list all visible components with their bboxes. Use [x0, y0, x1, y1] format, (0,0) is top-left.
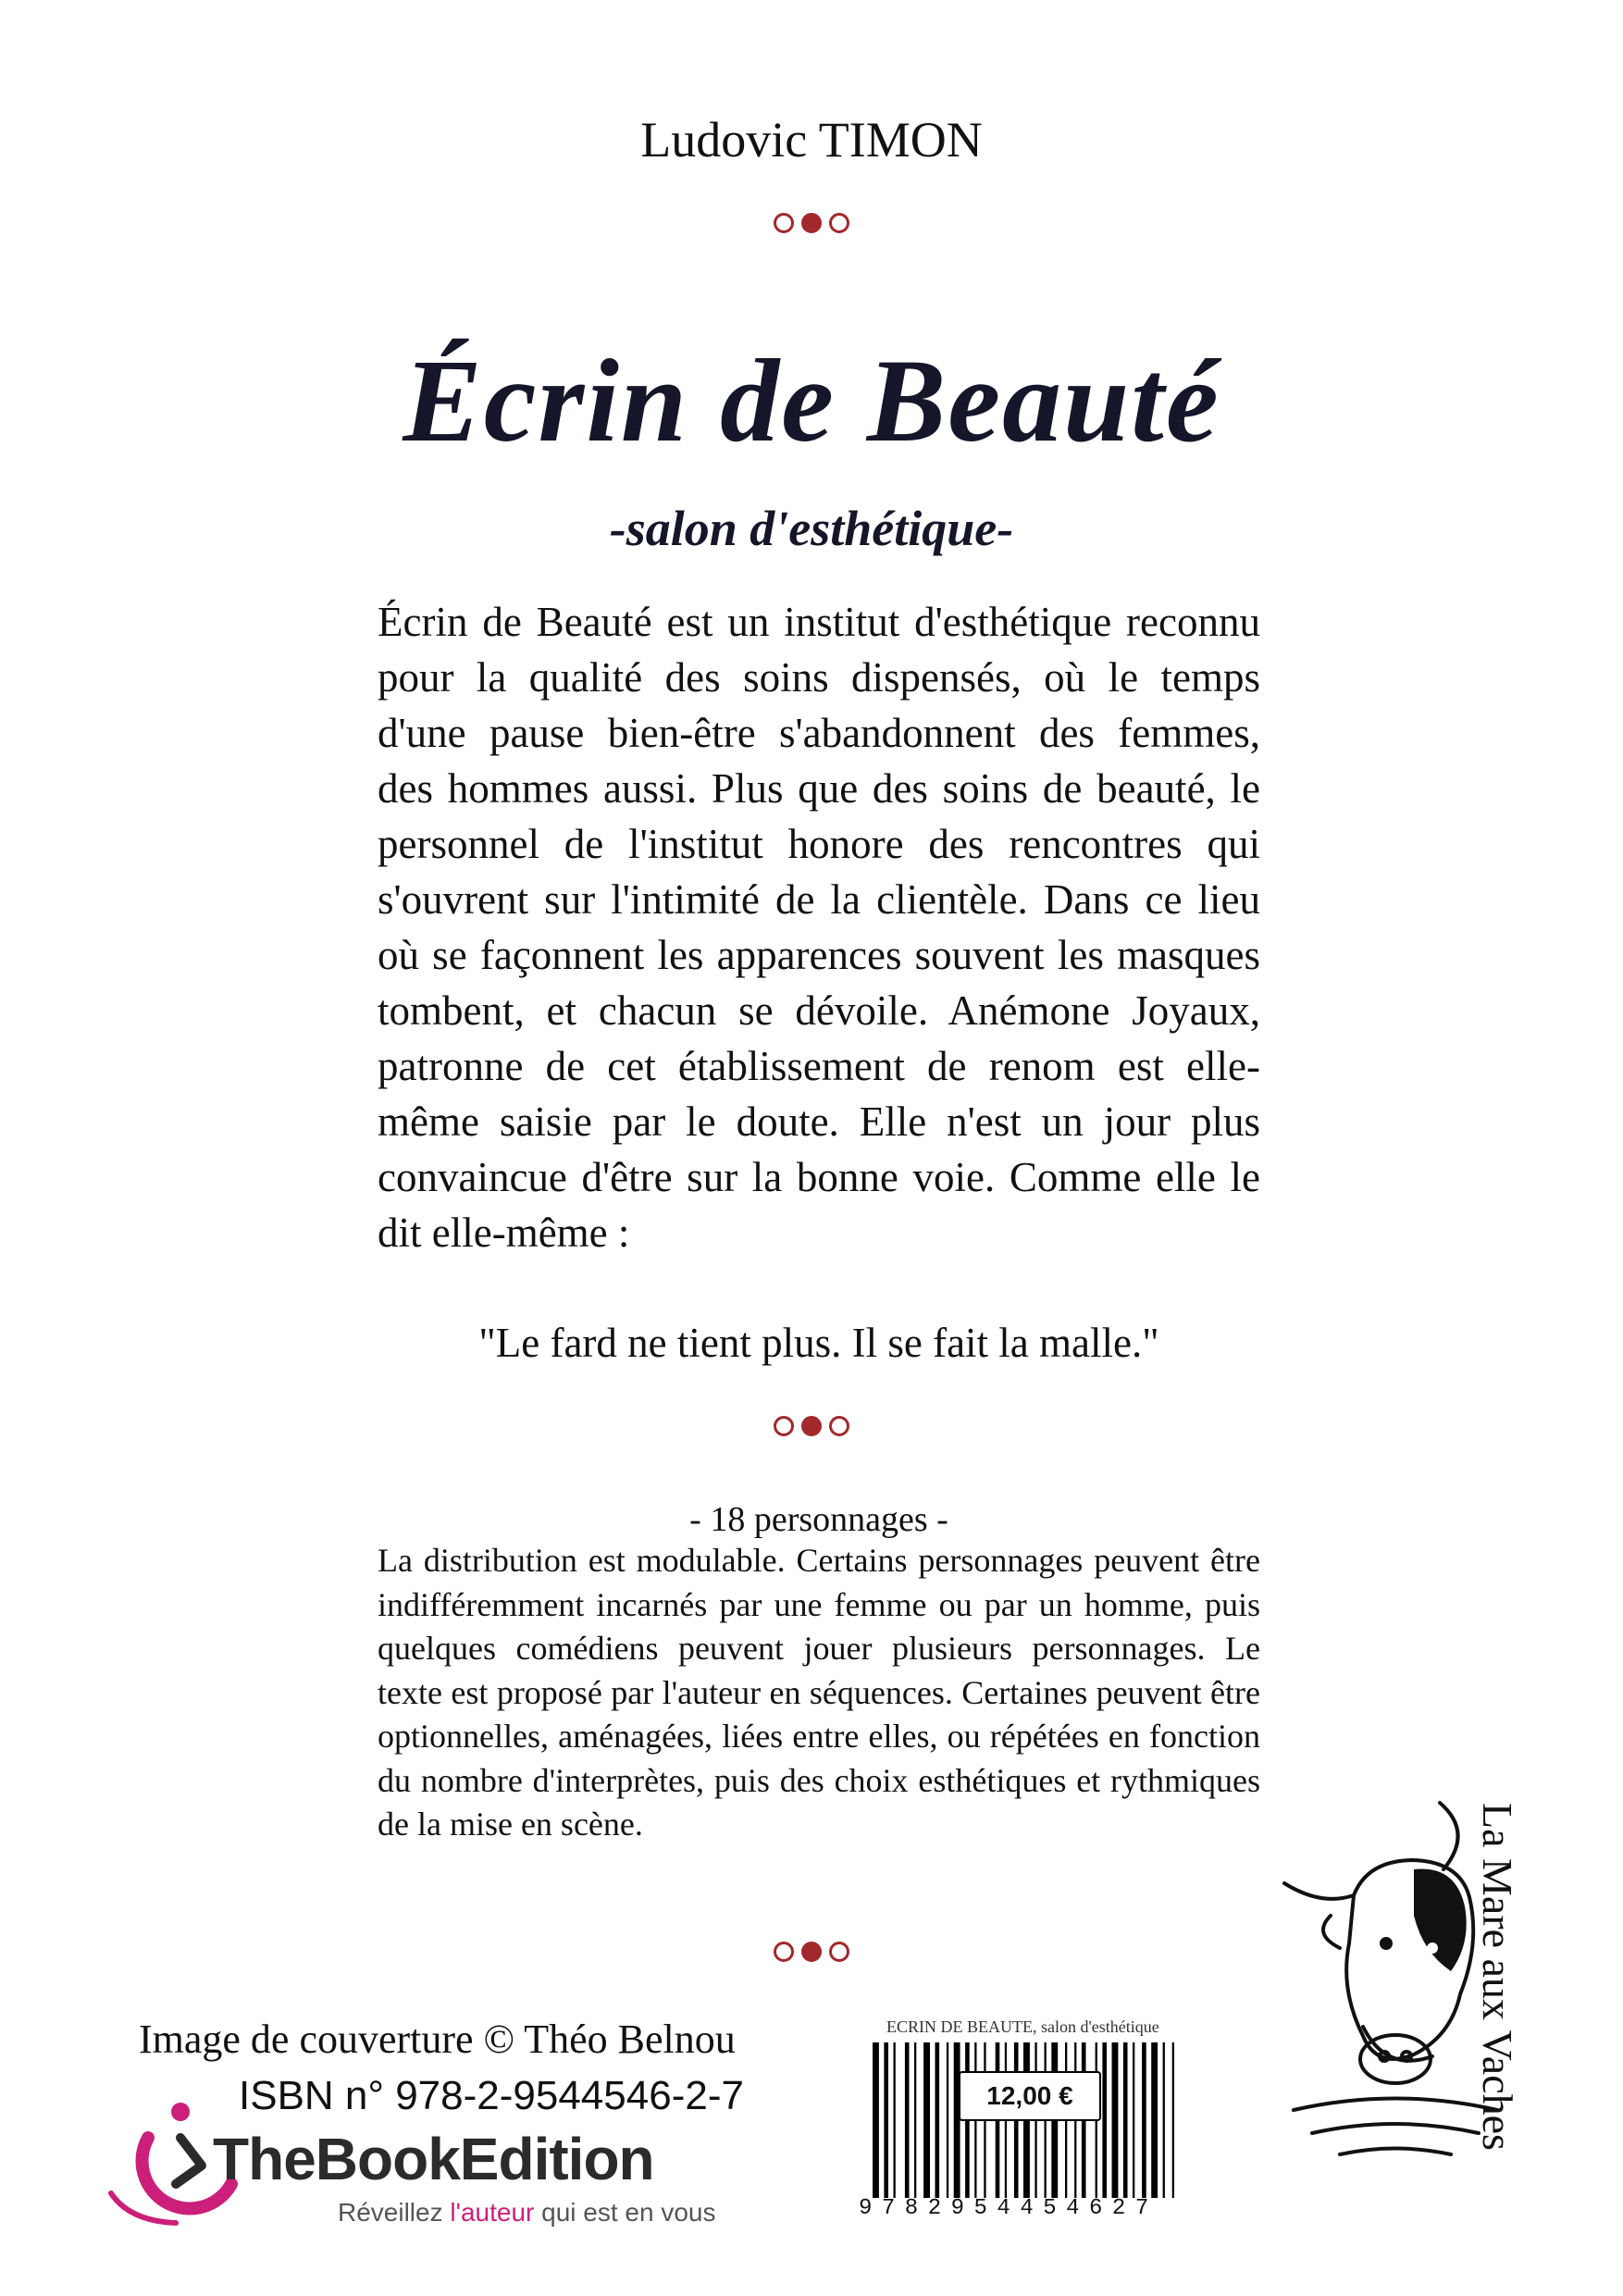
tagline-part: qui est en vous: [534, 2198, 716, 2227]
ornament-dot: [801, 1942, 822, 1962]
book-title: Écrin de Beauté: [403, 335, 1220, 466]
ornament-dot: [829, 1942, 849, 1962]
barcode-bar: [914, 2042, 916, 2198]
quote-text: "Le fard ne tient plus. Il se fait la malle.": [478, 1320, 1159, 1366]
thebookedition-wordmark: TheBookEdition: [213, 2126, 654, 2192]
ornament-dots: [0, 213, 1623, 233]
barcode-bar: [1172, 2042, 1174, 2198]
ornament-dots: [0, 1416, 1623, 1436]
tagline-part: Réveillez: [338, 2198, 451, 2227]
barcode-bar: [894, 2042, 896, 2198]
ornament-dot: [829, 1416, 849, 1436]
barcode-bar: [1112, 2042, 1119, 2198]
barcode-bar: [1102, 2042, 1107, 2198]
ornament-dot: [774, 1416, 794, 1436]
barcode-bar: [1151, 2042, 1158, 2198]
barcode-bar: [947, 2042, 948, 2198]
barcode-bar: [923, 2042, 930, 2198]
barcode-bar: [1142, 2042, 1146, 2198]
price-tag: 12,00 €: [959, 2071, 1101, 2121]
barcode-bar: [873, 2042, 879, 2198]
cover-credit: Image de couverture © Théo Belnou: [139, 2017, 736, 2062]
cast-notes: La distribution est modulable. Certains personnages peuvent être indifféremment incarnés par une femme ou par un homme, puis quelques comédiens peuvent jouer plusieurs personnages. Le texte est proposé par l'auteur en séquences. Certaines peuvent être optionnelles, aménagées, liées entre elles, ou répétées en fonction du nombre d'interprètes, puis des choix esthétiques et rythmiques de la mise en scène.: [378, 1542, 1260, 1843]
barcode-bar: [905, 2042, 910, 2198]
publisher-name: La Mare aux Vaches: [1474, 1803, 1521, 2151]
barcode-label: ECRIN DE BEAUTE, salon d'esthétique: [886, 2017, 1159, 2036]
cast-count: - 18 personnages -: [689, 1500, 948, 1539]
ornament-dot: [774, 213, 794, 233]
barcode-bar: [884, 2042, 888, 2198]
ornament-dot: [801, 1416, 822, 1436]
barcode-digits: 9782954454627: [859, 2196, 1158, 2221]
ornament-dot: [829, 213, 849, 233]
barcode-bar: [1163, 2042, 1165, 2198]
author-name: Ludovic TIMON: [640, 112, 983, 168]
ornament-dot: [774, 1942, 794, 1962]
summary-text: Écrin de Beauté est un institut d'esthétique reconnu pour la qualité des soins dispensés, où le temps d'une pause bien-être s'abandonnent des femmes, des hommes aussi. Plus que des soins de beauté, le personnel de l'institut honore des rencontres qui s'ouvrent sur l'intimité de la clientèle. Dans ce lieu où se façonnent les apparences souvent les masques tombent, et chacun se dévoile. Anémone Joyaux, patronne de cet établissement de renom est elle-même saisie par le doute. Elle n'est un jour plus convaincue d'être sur la bonne voie. Comme elle le dit elle-même :: [378, 599, 1260, 1256]
barcode-bar: [1133, 2042, 1134, 2198]
isbn-text: ISBN n° 978-2-9544546-2-7: [239, 2073, 744, 2118]
ornament-dot: [801, 213, 822, 233]
tagline-accent: l'auteur: [450, 2198, 535, 2227]
barcode-bar: [935, 2042, 940, 2198]
book-subtitle: -salon d'esthétique-: [609, 501, 1014, 556]
barcode-bar: [1123, 2042, 1128, 2198]
thebookedition-tagline: [338, 2198, 715, 2228]
